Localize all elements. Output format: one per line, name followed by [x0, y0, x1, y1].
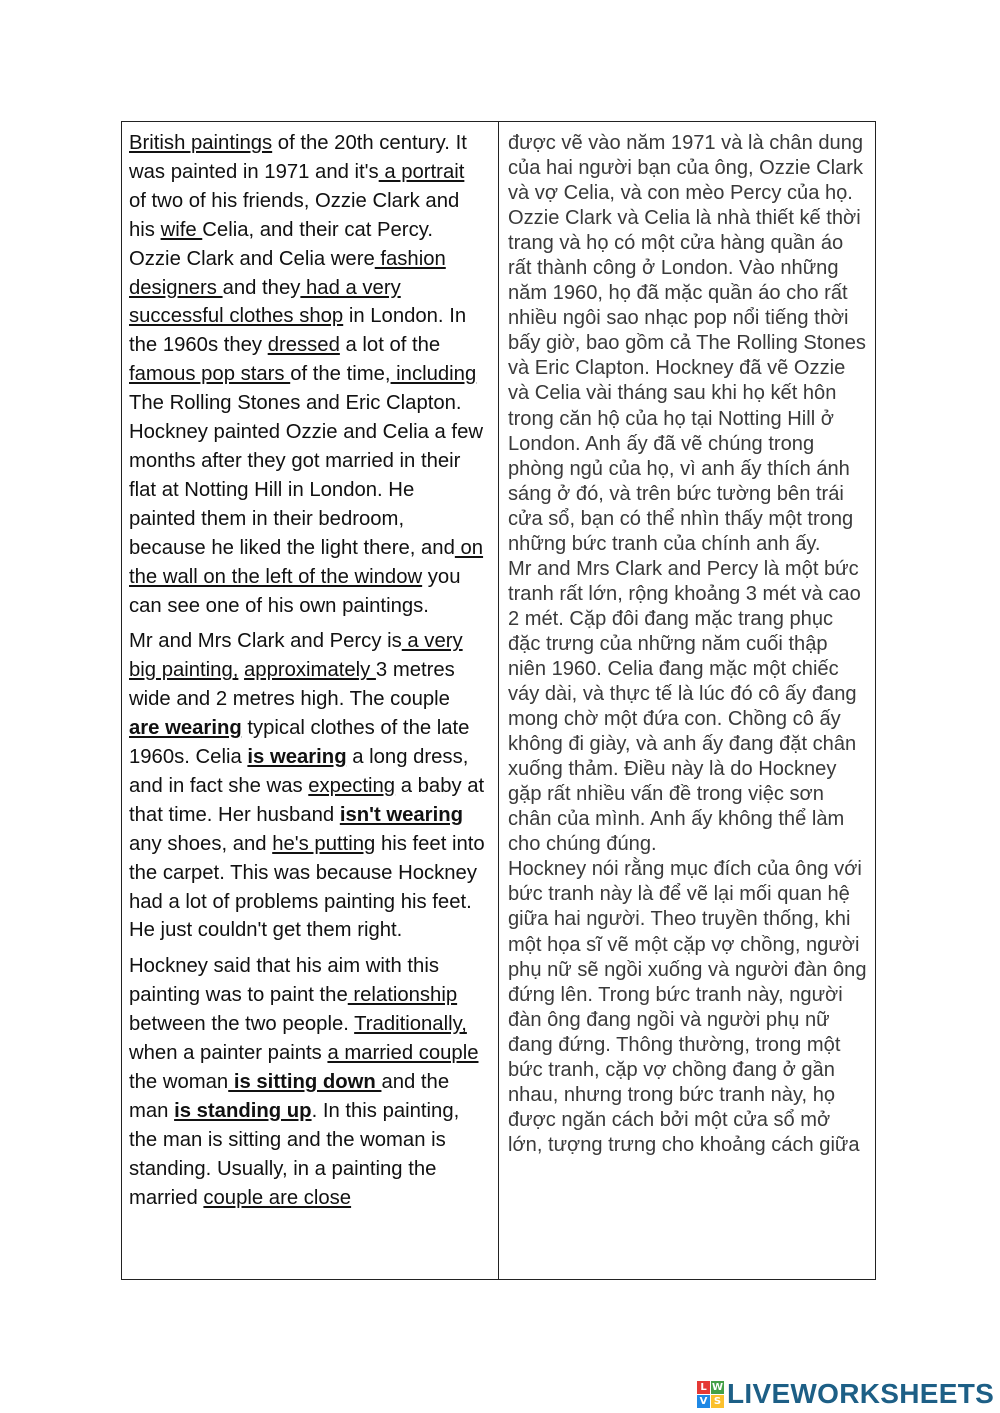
underlined-phrase: expecting: [308, 774, 396, 797]
liveworksheets-logo[interactable]: [697, 1378, 994, 1410]
text-run: and they: [222, 276, 301, 299]
underlined-phrase: approximately: [244, 659, 376, 682]
document-table: [121, 121, 876, 1280]
logo-cell: V: [697, 1395, 710, 1408]
underlined-phrase: a married couple: [327, 1042, 479, 1065]
bold-verb-phrase: is sitting down: [228, 1071, 382, 1093]
text-run: of the 20th century. It was painted in 1971 and it's: [129, 132, 467, 183]
vietnamese-paragraph-3: Hockney nói rằng mục đích của ông với bức tranh này là để vẽ lại mối quan hệ giữa hai người. Theo truyền thống, khi một họa sĩ vẽ một cặp vợ chồng, người phụ nữ sẽ ngồi xuống và người đàn ông đứng lên. Trong bức tranh này, người đàn ông đang ngồi và người phụ nữ đang đứng. Thông thường, trong một bức tranh, cặp vợ chồng đang ở gần nhau, nhưng trong bức tranh này, họ được ngăn cách bởi một cửa sổ mở lớn, tượng trưng cho khoảng cách giữa: [508, 858, 867, 1156]
text-run: typical clothes of the late 1960s. Celia: [129, 717, 470, 769]
logo-cell: W: [711, 1381, 724, 1393]
bold-verb-phrase: isn't wearing: [339, 803, 463, 826]
text-run: Mr and Mrs Clark and Percy is: [129, 630, 402, 653]
text-run: any shoes, and: [129, 832, 273, 855]
text-run: of the time,: [290, 363, 391, 386]
underlined-phrase: a very big painting,: [129, 630, 463, 682]
vietnamese-paragraph-2: Mr and Mrs Clark and Percy là một bức tranh rất lớn, rộng khoảng 3 mét và cao 2 mét. Cặp đôi đang mặc trang phục đặc trưng của những năm cuối thập niên 1960. Celia đang mặc một chiếc váy dài, và thực tế là lúc đó cô ấy đang mong chờ một đứa con. Chồng cô ấy không đi giày, và anh ấy đang đặt chân xuống thảm. Điều này là do Hockney gặp rất nhiều vấn đề trong việc sơn chân của mình. Anh ấy không thể làm cho chúng đúng.: [508, 557, 861, 856]
underlined-phrase: couple are close: [203, 1186, 352, 1209]
english-paragraph-1: [129, 129, 485, 620]
column-divider: [498, 122, 499, 1279]
text-run: a baby at that time. Her husband: [129, 774, 485, 826]
underlined-phrase: including: [390, 363, 477, 386]
text-run: in London. In the 1960s they: [129, 305, 467, 357]
text-run: . In this painting, the man is sitting and the woman is standing. Usually, in a painting the married: [129, 1099, 460, 1209]
text-run: and the man: [129, 1071, 450, 1122]
text-run: his feet into the carpet. This was because Hockney had a lot of problems painting his feet. He just couldn't get them right.: [129, 832, 485, 942]
english-text-column: [129, 129, 485, 1213]
text-run: 3 metres wide and 2 metres high. The couple: [129, 659, 455, 711]
underlined-phrase: on the wall on the left of the window: [129, 536, 484, 588]
text-run: Hockney said that his aim with this painting was to paint the: [129, 955, 439, 1007]
text-run: when a painter paints: [129, 1042, 328, 1065]
underlined-phrase: he's putting: [272, 832, 376, 855]
logo-grid-icon: [697, 1381, 724, 1408]
text-run: between the two people.: [129, 1013, 355, 1036]
underlined-phrase: relationship: [347, 984, 458, 1007]
underlined-phrase: had a very successful clothes shop: [129, 276, 401, 328]
underlined-phrase: dressed: [267, 334, 340, 357]
english-paragraph-3: [129, 952, 485, 1212]
underlined-phrase: British paintings: [129, 132, 273, 154]
logo-cell: S: [711, 1395, 724, 1408]
text-run: you can see one of his own paintings.: [129, 565, 461, 617]
vietnamese-text-column: [508, 131, 870, 1158]
text-run: Celia, and their cat Percy. Ozzie Clark and Celia were: [129, 218, 433, 270]
bold-verb-phrase: are wearing: [129, 717, 242, 740]
text-run: The Rolling Stones and Eric Clapton. Hockney painted Ozzie and Celia a few months after they got married in their flat at Notting Hill in London. He painted them in their bedroom, because he liked the light there, and: [129, 392, 483, 559]
bold-verb-phrase: is standing up: [174, 1099, 312, 1122]
underlined-phrase: wife: [160, 218, 203, 241]
underlined-phrase: fashion designers: [129, 247, 446, 299]
bold-verb-phrase: is wearing: [247, 746, 347, 769]
underlined-phrase: a portrait: [378, 160, 465, 183]
text-run: of two of his friends, Ozzie Clark and his: [129, 189, 460, 241]
text-run: a long dress, and in fact she was: [129, 746, 469, 797]
text-run: the woman: [129, 1071, 229, 1093]
vietnamese-paragraph-1: được vẽ vào năm 1971 và là chân dung của hai người bạn của ông, Ozzie Clark và vợ Celia, và con mèo Percy của họ. Ozzie Clark và Celia là nhà thiết kế thời trang và họ có một cửa hàng quần áo rất thành công ở London. Vào những năm 1960, họ đã mặc quần áo cho rất nhiều ngôi sao nhạc pop nổi tiếng thời bấy giờ, bao gồm cả The Rolling Stones và Eric Clapton. Hockney đã vẽ Ozzie và Celia vài tháng sau khi họ kết hôn trong căn hộ của họ tại Notting Hill ở London. Anh ấy đã vẽ chúng trong phòng ngủ của họ, vì anh ấy thích ánh sáng ở đó, và trên bức tường bên trái cửa sổ, bạn có thể nhìn thấy một trong những bức tranh của chính anh ấy.: [508, 132, 866, 555]
logo-cell: L: [697, 1381, 710, 1394]
english-paragraph-2: [129, 627, 485, 945]
underlined-phrase: famous pop stars: [129, 363, 291, 386]
brand-name: LIVEWORKSHEETS: [727, 1378, 995, 1409]
underlined-phrase: Traditionally,: [354, 1013, 467, 1036]
text-run: a lot of the: [339, 334, 441, 357]
